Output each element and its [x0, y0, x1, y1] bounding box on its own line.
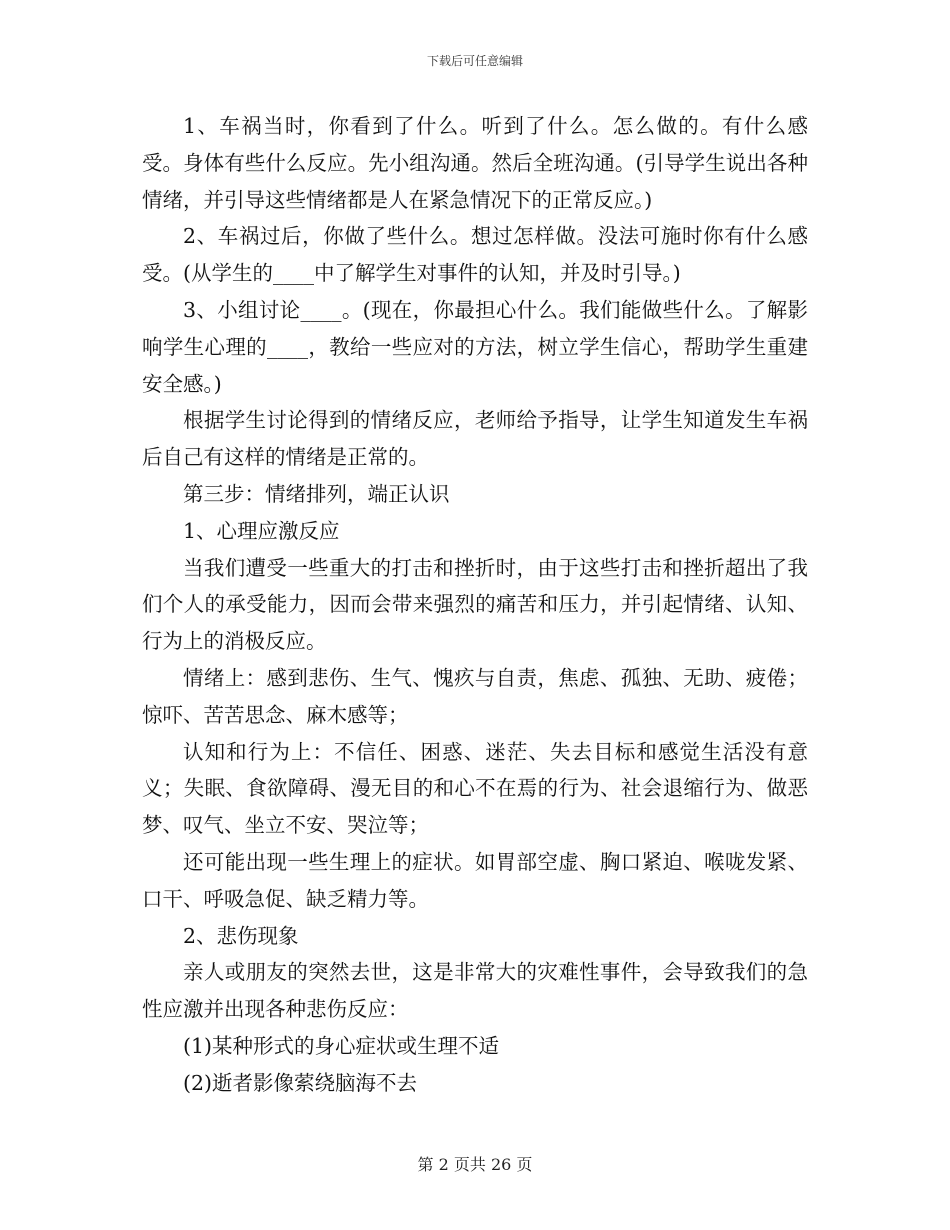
subheading-stress-response: 1、心理应激反应 [183, 518, 340, 543]
paragraph-10: 还可能出现一些生理上的症状。如胃部空虚、胸口紧迫、喉咙发紧、口干、呼吸急促、缺乏精力等。 [142, 849, 808, 911]
section-heading-step3: 第三步：情绪排列，端正认识 [183, 481, 450, 506]
paragraph-4: 根据学生讨论得到的情绪反应，老师给予指导，让学生知道发生车祸后自己有这样的情绪是正常的。 [142, 408, 808, 470]
paragraph-3: 3、小组讨论____。(现在，你最担心什么。我们能做些什么。了解影响学生心理的____，教给一些应对的方法，树立学生信心，帮助学生重建安全感。) [142, 297, 808, 396]
paragraph-9: 认知和行为上：不信任、困惑、迷茫、失去目标和感觉生活没有意义；失眠、食欲障碍、漫无目的和心不在焉的行为、社会退缩行为、做恶梦、叹气、坐立不安、哭泣等； [142, 739, 808, 838]
document-body [142, 108, 808, 1102]
subheading-grief: 2、悲伤现象 [183, 923, 299, 948]
list-item-2: (2)逝者影像萦绕脑海不去 [183, 1070, 418, 1095]
page-header: 下载后可任意编辑 [426, 54, 523, 68]
paragraph-2: 2、车祸过后，你做了些什么。想过怎样做。没法可施时你有什么感受。(从学生的____中了解学生对事件的认知，并及时引导。) [142, 224, 808, 286]
page-footer: 第 2 页共 26 页 [417, 1155, 533, 1174]
list-item-1: (1)某种形式的身心症状或生理不适 [183, 1033, 500, 1058]
paragraph-8: 情绪上：感到悲伤、生气、愧疚与自责，焦虑、孤独、无助、疲倦；惊吓、苦苦思念、麻木感等； [142, 665, 808, 727]
paragraph-12: 亲人或朋友的突然去世，这是非常大的灾难性事件，会导致我们的急性应激并出现各种悲伤反应： [142, 960, 808, 1022]
paragraph-1: 1、车祸当时，你看到了什么。听到了什么。怎么做的。有什么感受。身体有些什么反应。先小组沟通。然后全班沟通。(引导学生说出各种情绪，并引导这些情绪都是人在紧急情况下的正常反应。) [142, 114, 808, 212]
paragraph-7: 当我们遭受一些重大的打击和挫折时，由于这些打击和挫折超出了我们个人的承受能力，因而会带来强烈的痛苦和压力，并引起情绪、认知、行为上的消极反应。 [142, 555, 808, 654]
